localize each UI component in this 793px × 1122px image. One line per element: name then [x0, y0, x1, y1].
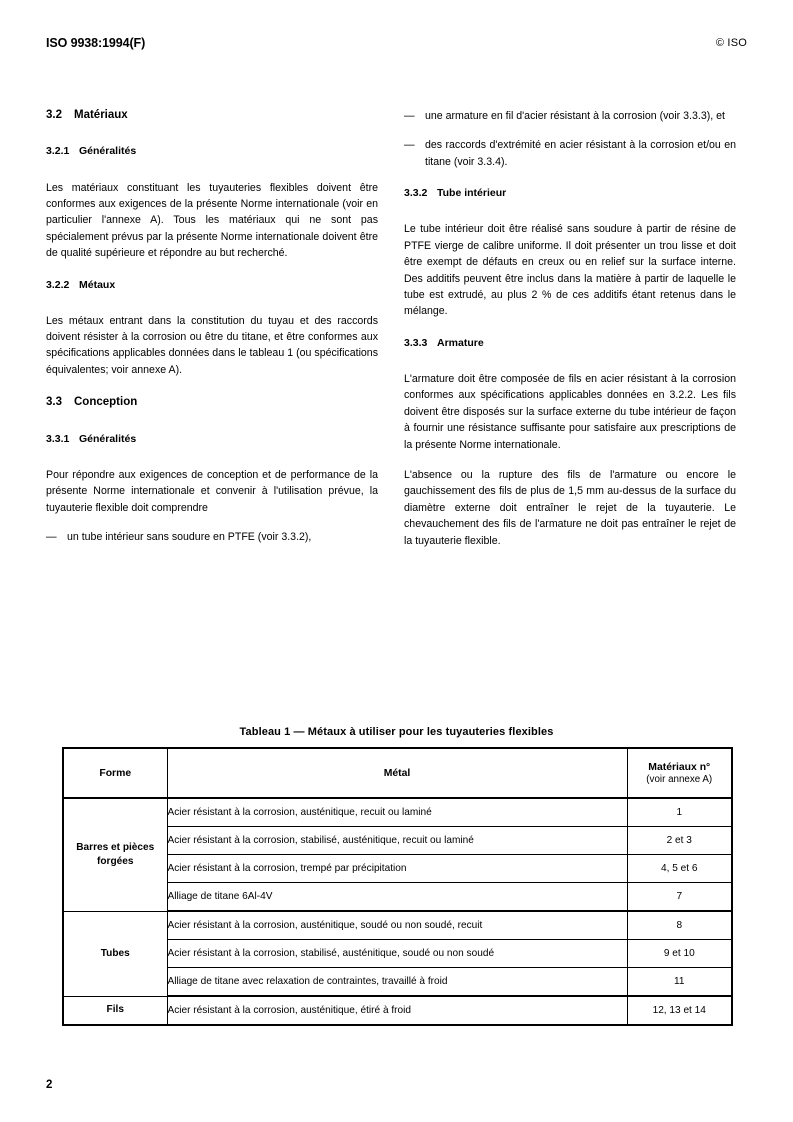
- em-dash-bullet-icon: —: [404, 139, 415, 152]
- clause-number: 3.2: [46, 109, 62, 121]
- table-header-row: [63, 748, 732, 798]
- clause-number: 3.3.1: [46, 432, 70, 445]
- material-number: 11: [627, 968, 732, 997]
- metal-description: Acier résistant à la corrosion, trempé par précipitation: [167, 855, 627, 883]
- list-item-text: des raccords d'extrémité en acier résistant à la corrosion et/ou en titane (voir 3.3.4).: [425, 139, 736, 168]
- clause-title: Conception: [74, 396, 138, 409]
- paragraph-3-3-3-first: L'armature doit être composée de fils en acier résistant à la corrosion conformes aux spécifications applicables données en 3.2.2. Les fils doivent être disposés sur la surface externe du tube intérieur de façon à fournir une résistance suffisante pour satisfaire aux prescriptions de la présente Norme internationale.: [404, 372, 736, 451]
- table-body: [63, 798, 732, 1025]
- metal-description: Acier résistant à la corrosion, austénitique, étiré à froid: [167, 996, 627, 1025]
- paragraph-3-3-3-second: L'absence ou la rupture des fils de l'armature ou encore le gauchissement des fils de plus de 1,5 mm au-dessus de la surface du diamètre externe doit entraîner le rejet de la tuyauterie. Le chevauchement des fils de l'armature ne doit pas entraîner le rejet de la tuyauterie flexible.: [404, 468, 736, 547]
- material-number: 7: [627, 883, 732, 912]
- table-1-container: [62, 726, 731, 1026]
- metals-table: [62, 747, 733, 1026]
- paragraph-3-3-2: Le tube intérieur doit être réalisé sans soudure à partir de résine de PTFE vierge de calibre uniforme. Il doit présenter un trou lisse et doit être exempt de défauts en creux ou en relief sur la surface interne. Des additifs peuvent être inclus dans la matière à partir de laquelle le tube est extrudé, au plus 2 % de ces additifs étant retenus dans le mélange.: [404, 223, 736, 318]
- list-item-text: un tube intérieur sans soudure en PTFE (voir 3.3.2),: [67, 531, 312, 543]
- metal-description: Acier résistant à la corrosion, stabilisé, austénitique, recuit ou laminé: [167, 827, 627, 855]
- clause-title: Généralités: [79, 145, 137, 158]
- table-header: [63, 748, 732, 798]
- metal-description: Acier résistant à la corrosion, stabilisé, austénitique, soudé ou non soudé: [167, 940, 627, 968]
- table-row: [63, 911, 732, 940]
- paragraph-3-2-1: Les matériaux constituant les tuyauteries flexibles doivent être conformes aux exigences de la présente Norme internationale (voir en particulier l'annexe A). Tous les matériaux qui ne sont pas spécialement prévus par la présente Norme internationale doivent être de qualité supérieure et répondre au but recherché.: [46, 181, 378, 260]
- clause-heading-3-3-3: [404, 337, 736, 350]
- clause-heading-3-3: [46, 395, 378, 409]
- metal-description: Acier résistant à la corrosion, austénitique, recuit ou laminé: [167, 798, 627, 827]
- clause-heading-3-2-1: [46, 145, 378, 158]
- list-item: [46, 529, 378, 545]
- forme-group-label: Fils: [63, 996, 167, 1025]
- clause-number: 3.3.3: [404, 336, 428, 349]
- clause-heading-3-3-2: [404, 187, 736, 200]
- material-number: 2 et 3: [627, 827, 732, 855]
- material-number: 4, 5 et 6: [627, 855, 732, 883]
- clause-title: Matériaux: [74, 109, 128, 121]
- metal-description: Alliage de titane 6Al-4V: [167, 883, 627, 912]
- forme-group-label: Barres et pièces forgées: [63, 798, 167, 911]
- metal-description: Acier résistant à la corrosion, austénitique, soudé ou non soudé, recuit: [167, 911, 627, 940]
- right-column: [404, 108, 736, 549]
- list-item: [404, 137, 736, 170]
- column-header-forme: Forme: [63, 748, 167, 798]
- column-header-metal: Métal: [167, 748, 627, 798]
- table-row: [63, 996, 732, 1025]
- column-header-materiaux-label: Matériaux n°: [648, 761, 711, 773]
- paragraph-3-2-2: Les métaux entrant dans la constitution du tuyau et des raccords doivent résister à la corrosion ou être du titane, et être conformes aux spécifications applicables données dans le tableau 1 (ou spécifications équivalentes; voir annexe A).: [46, 314, 378, 376]
- metal-description: Alliage de titane avec relaxation de contraintes, travaillé à froid: [167, 968, 627, 997]
- material-number: 1: [627, 798, 732, 827]
- list-item: [404, 108, 736, 124]
- clause-title: Tube intérieur: [437, 187, 507, 200]
- clause-title: Généralités: [79, 432, 137, 445]
- column-header-materiaux: [627, 748, 732, 798]
- left-column: [46, 108, 378, 545]
- em-dash-bullet-icon: —: [404, 110, 415, 122]
- material-number: 12, 13 et 14: [627, 996, 732, 1025]
- clause-number: 3.2.2: [46, 278, 70, 291]
- clause-number: 3.3: [46, 396, 62, 409]
- material-number: 9 et 10: [627, 940, 732, 968]
- document-reference: ISO 9938:1994(F): [46, 36, 146, 50]
- running-head: [46, 36, 747, 54]
- clause-title: Armature: [437, 336, 484, 349]
- em-dash-bullet-icon: —: [46, 531, 57, 543]
- column-header-materiaux-note: (voir annexe A): [646, 773, 713, 785]
- clause-heading-3-2: [46, 108, 378, 122]
- paragraph-3-3-1: Pour répondre aux exigences de conception et de performance de la présente Norme internationale et convenir à l'utilisation prévue, la tuyauterie flexible doit comprendre: [46, 468, 378, 514]
- clause-heading-3-3-1: [46, 433, 378, 446]
- material-number: 8: [627, 911, 732, 940]
- forme-group-label: Tubes: [63, 911, 167, 996]
- clause-number: 3.3.2: [404, 187, 428, 200]
- list-item-text: une armature en fil d'acier résistant à la corrosion (voir 3.3.3), et: [425, 110, 725, 122]
- iso-copyright-mark: © ISO: [715, 37, 747, 49]
- table-caption: Tableau 1 — Métaux à utiliser pour les tuyauteries flexibles: [239, 726, 554, 738]
- clause-number: 3.2.1: [46, 145, 70, 158]
- clause-title: Métaux: [79, 278, 116, 291]
- clause-heading-3-2-2: [46, 279, 378, 292]
- table-row: [63, 798, 732, 827]
- page-number: 2: [46, 1079, 53, 1091]
